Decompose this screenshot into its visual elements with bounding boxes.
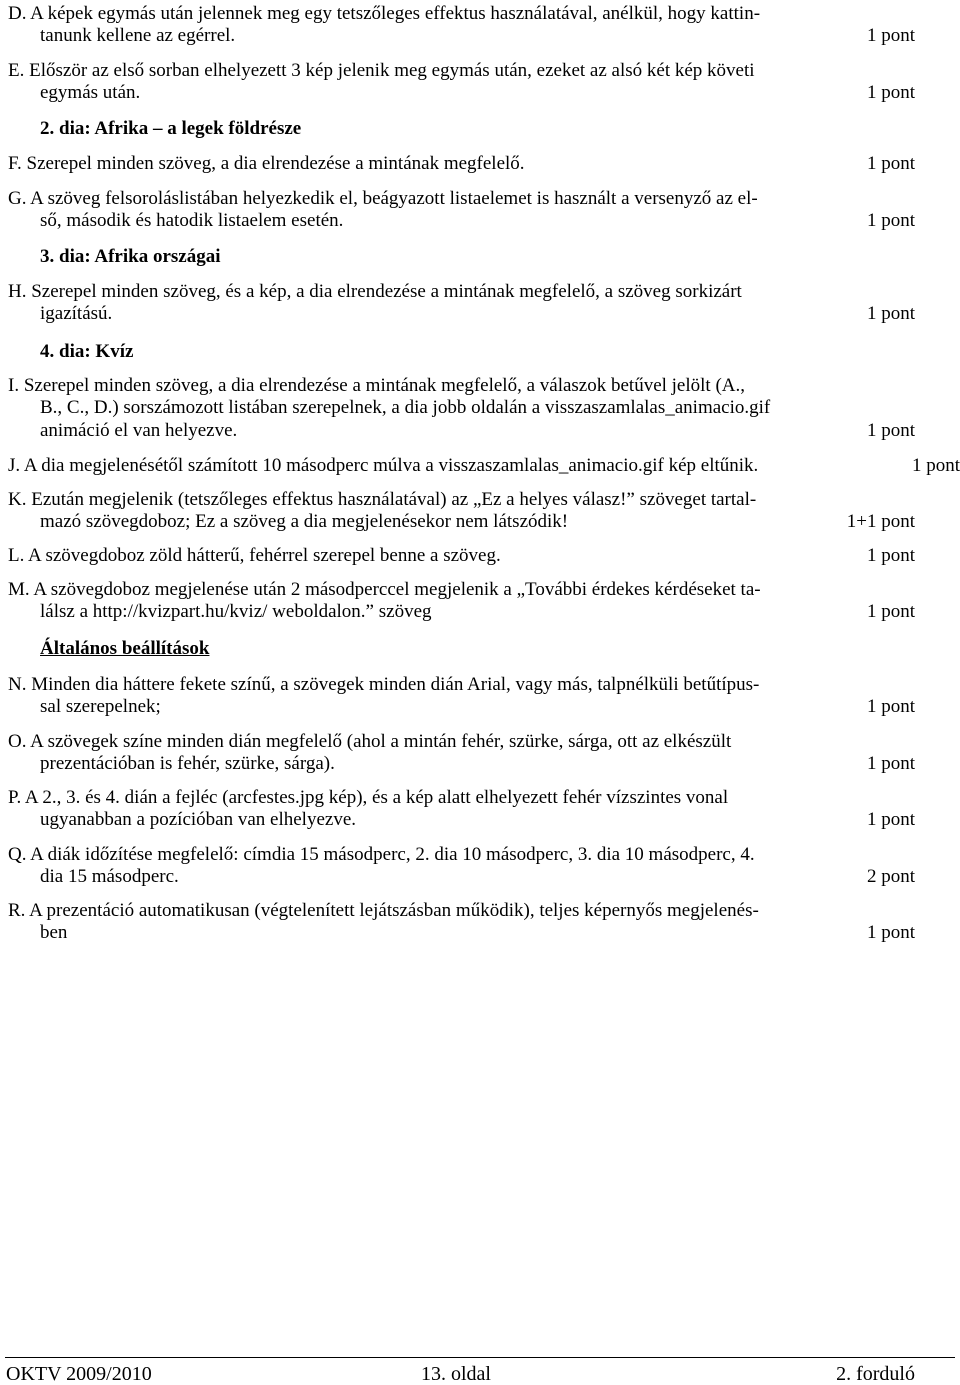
item-n-line1: N. Minden dia háttere fekete színű, a szövegek minden dián Arial, vagy más, talpnélküli betűtípus- — [8, 674, 760, 695]
footer-page-number: 13. oldal — [421, 1363, 491, 1385]
footer-round: 2. forduló — [836, 1363, 915, 1385]
points-o: 1 pont — [866, 753, 915, 774]
points-q: 2 pont — [866, 866, 915, 887]
points-r: 1 pont — [866, 922, 915, 943]
points-n: 1 pont — [866, 696, 915, 717]
item-q-line1: Q. A diák időzítése megfelelő: címdia 15 másodperc, 2. dia 10 másodperc, 3. dia 10 másodperc, 4. — [8, 844, 755, 865]
item-i-line2: B., C., D.) sorszámozott listában szerepelnek, a dia jobb oldalán a visszaszamlalas_animacio.gif — [40, 397, 771, 418]
item-h-line1: H. Szerepel minden szöveg, és a kép, a dia elrendezése a mintának megfelelő, a szöveg sorkizárt — [8, 281, 742, 302]
points-h: 1 pont — [866, 303, 915, 324]
heading-slide-2: 2. dia: Afrika – a legek földrésze — [40, 118, 302, 139]
heading-slide-4: 4. dia: Kvíz — [40, 341, 134, 362]
item-j-line1: J. A dia megjelenésétől számított 10 másodperc múlva a visszaszamlalas_animacio.gif kép eltűnik. — [8, 455, 759, 476]
item-d-line2: tanunk kellene az egérrel. — [40, 25, 236, 46]
item-e-line1: E. Először az első sorban elhelyezett 3 kép jelenik meg egymás után, ezeket az alsó két kép követi — [8, 60, 755, 81]
item-n-line2: sal szerepelnek; — [40, 696, 161, 717]
item-q-line2: dia 15 másodperc. — [40, 866, 179, 887]
item-k-line2: mazó szövegdoboz; Ez a szöveg a dia megjelenésekor nem látszódik! — [40, 511, 569, 532]
item-o-line1: O. A szövegek színe minden dián megfelelő (ahol a mintán fehér, szürke, sárga, ott az elkészült — [8, 731, 732, 752]
item-i-line1: I. Szerepel minden szöveg, a dia elrendezése a mintának megfelelő, a válaszok betűvel jelölt (A., — [8, 375, 746, 396]
item-d-line1: D. A képek egymás után jelennek meg egy tetszőleges effektus használatával, anélkül, hogy kattin- — [8, 3, 761, 24]
points-i: 1 pont — [866, 420, 915, 441]
item-e-line2: egymás után. — [40, 82, 141, 103]
heading-general-settings: Általános beállítások — [40, 638, 210, 659]
footer-divider — [5, 1357, 955, 1358]
footer-competition: OKTV 2009/2010 — [6, 1363, 152, 1385]
item-p-line1: P. A 2., 3. és 4. dián a fejléc (arcfestes.jpg kép), és a kép alatt elhelyezett fehér vízszintes vonal — [8, 787, 729, 808]
points-p: 1 pont — [866, 809, 915, 830]
points-j: 1 pont — [911, 455, 960, 476]
points-m: 1 pont — [866, 601, 915, 622]
item-r-line1: R. A prezentáció automatikusan (végtelenített lejátszásban működik), teljes képernyős megjelenés- — [8, 900, 759, 921]
item-l-line1: L. A szövegdoboz zöld hátterű, fehérrel szerepel benne a szöveg. — [8, 545, 501, 566]
item-m-line2: lálsz a http://kvizpart.hu/kviz/ weboldalon.” szöveg — [40, 601, 432, 622]
heading-slide-3: 3. dia: Afrika országai — [40, 246, 221, 267]
item-k-line1: K. Ezután megjelenik (tetszőleges effektus használatával) az „Ez a helyes válasz!” szöveget tartal- — [8, 489, 757, 510]
item-h-line2: igazítású. — [40, 303, 113, 324]
item-f-line1: F. Szerepel minden szöveg, a dia elrendezése a mintának megfelelő. — [8, 153, 525, 174]
item-m-line1: M. A szövegdoboz megjelenése után 2 másodperccel megjelenik a „További érdekes kérdéseket ta- — [8, 579, 761, 600]
points-e: 1 pont — [866, 82, 915, 103]
points-l: 1 pont — [866, 545, 915, 566]
item-p-line2: ugyanabban a pozícióban van elhelyezve. — [40, 809, 356, 830]
points-g: 1 pont — [866, 210, 915, 231]
points-f: 1 pont — [866, 153, 915, 174]
item-o-line2: prezentációban is fehér, szürke, sárga). — [40, 753, 335, 774]
points-d: 1 pont — [866, 25, 915, 46]
item-i-line3: animáció el van helyezve. — [40, 420, 238, 441]
points-k: 1+1 pont — [846, 511, 915, 532]
item-r-line2: ben — [40, 922, 68, 943]
item-g-line2: ső, második és hatodik listaelem esetén. — [40, 210, 344, 231]
item-g-line1: G. A szöveg felsoroláslistában helyezkedik el, beágyazott listaelemet is használt a versenyző az el- — [8, 188, 758, 209]
